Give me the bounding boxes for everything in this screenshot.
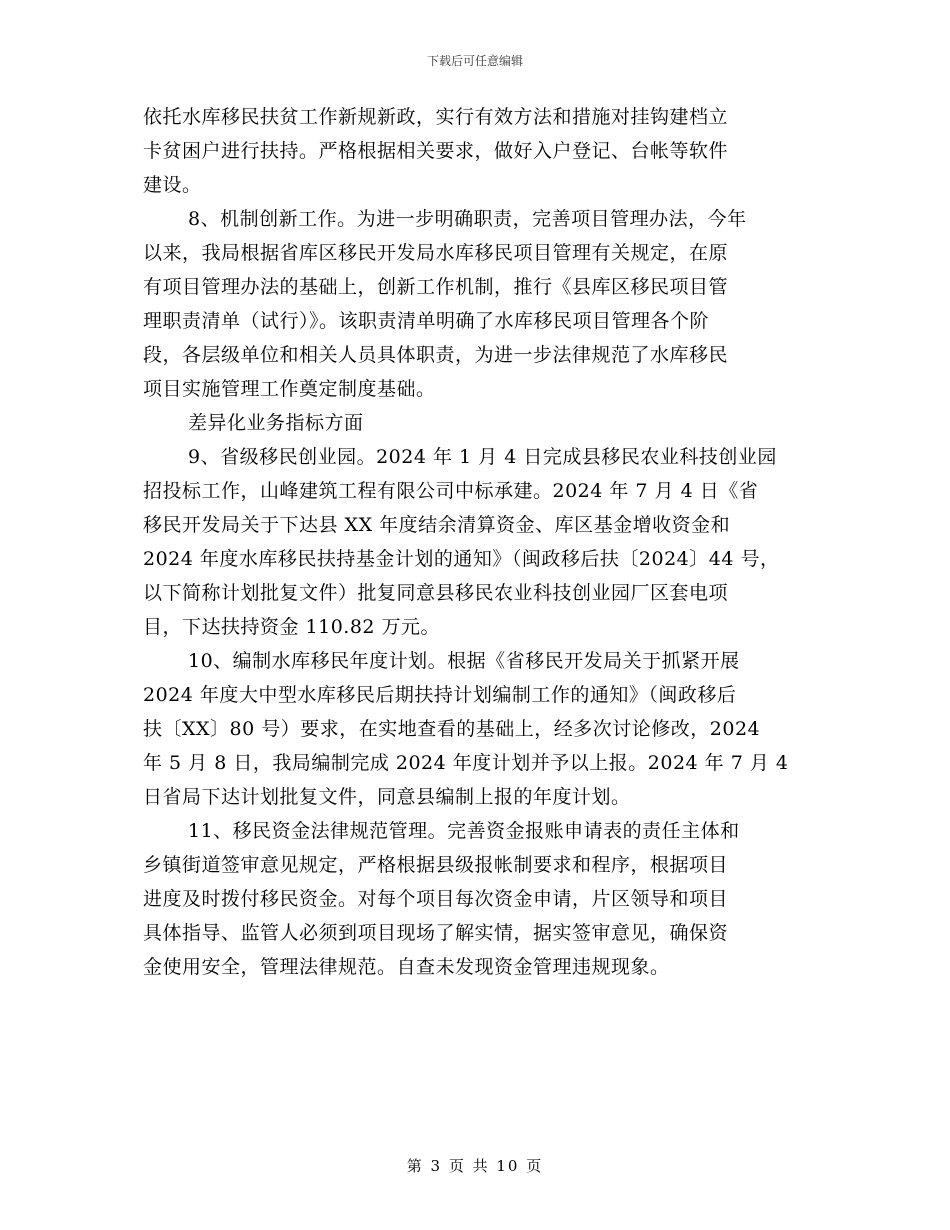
paragraph-10-start: 10、编制水库移民年度计划。根据《省移民开发局关于抓紧开展	[188, 650, 740, 672]
text-line: 理职责清单（试行）》。该职责清单明确了水库移民项目管理各个阶	[143, 310, 710, 332]
text-line: 乡镇街道签审意见规定，严格根据县级报帐制要求和程序，根据项目	[143, 854, 729, 876]
text-line: 具体指导、监管人必须到项目现场了解实情，据实签审意见，确保资	[143, 922, 729, 944]
text-line: 移民开发局关于下达县 XX 年度结余清算资金、库区基金增收资金和	[143, 514, 731, 536]
text-line: 进度及时拨付移民资金。对每个项目每次资金申请，片区领导和项目	[143, 888, 729, 910]
text-line: 卡贫困户进行扶持。严格根据相关要求，做好入户登记、台帐等软件	[143, 140, 729, 162]
page-header: 下载后可任意编辑	[426, 54, 523, 68]
section-heading: 差异化业务指标方面	[188, 412, 364, 434]
text-line: 年 5 月 8 日，我局编制完成 2024 年度计划并予以上报。2024 年 7 月 4	[143, 752, 789, 774]
text-line: 段，各层级单位和相关人员具体职责，为进一步法律规范了水库移民	[143, 344, 729, 366]
text-line: 2024 年度大中型水库移民后期扶持计划编制工作的通知》（闽政移后	[143, 684, 737, 706]
text-line: 项目实施管理工作奠定制度基础。	[143, 378, 436, 400]
text-line: 有项目管理办法的基础上，创新工作机制，推行《县库区移民项目管	[143, 276, 729, 298]
text-line: 依托水库移民扶贫工作新规新政，实行有效方法和措施对挂钩建档立	[143, 106, 729, 128]
text-line: 以来，我局根据省库区移民开发局水库移民项目管理有关规定，在原	[143, 242, 729, 264]
page-number: 第 3 页 共 10 页	[406, 1157, 544, 1175]
paragraph-9-start: 9、省级移民创业园。2024 年 1 月 4 日完成县移民农业科技创业园	[188, 446, 777, 468]
text-line: 以下简称计划批复文件）批复同意县移民农业科技创业园厂区套电项	[143, 582, 729, 604]
text-line: 目，下达扶持资金 110.82 万元。	[143, 616, 441, 638]
paragraph-8-start: 8、机制创新工作。为进一步明确职责，完善项目管理办法，今年	[188, 208, 747, 230]
text-line: 2024 年度水库移民扶持基金计划的通知》（闽政移后扶〔2024〕44 号，	[143, 548, 780, 570]
text-line: 扶〔XX〕80 号）要求，在实地查看的基础上，经多次讨论修改，2024	[143, 718, 761, 740]
text-line: 招投标工作，山峰建筑工程有限公司中标承建。2024 年 7 月 4 日《省	[143, 480, 759, 502]
paragraph-11-start: 11、移民资金法律规范管理。完善资金报账申请表的责任主体和	[188, 820, 740, 842]
text-line: 建设。	[143, 174, 202, 196]
text-line: 日省局下达计划批复文件，同意县编制上报的年度计划。	[143, 786, 631, 808]
document-body	[143, 100, 813, 984]
text-line: 金使用安全，管理法律规范。自查未发现资金管理违规现象。	[143, 956, 670, 978]
